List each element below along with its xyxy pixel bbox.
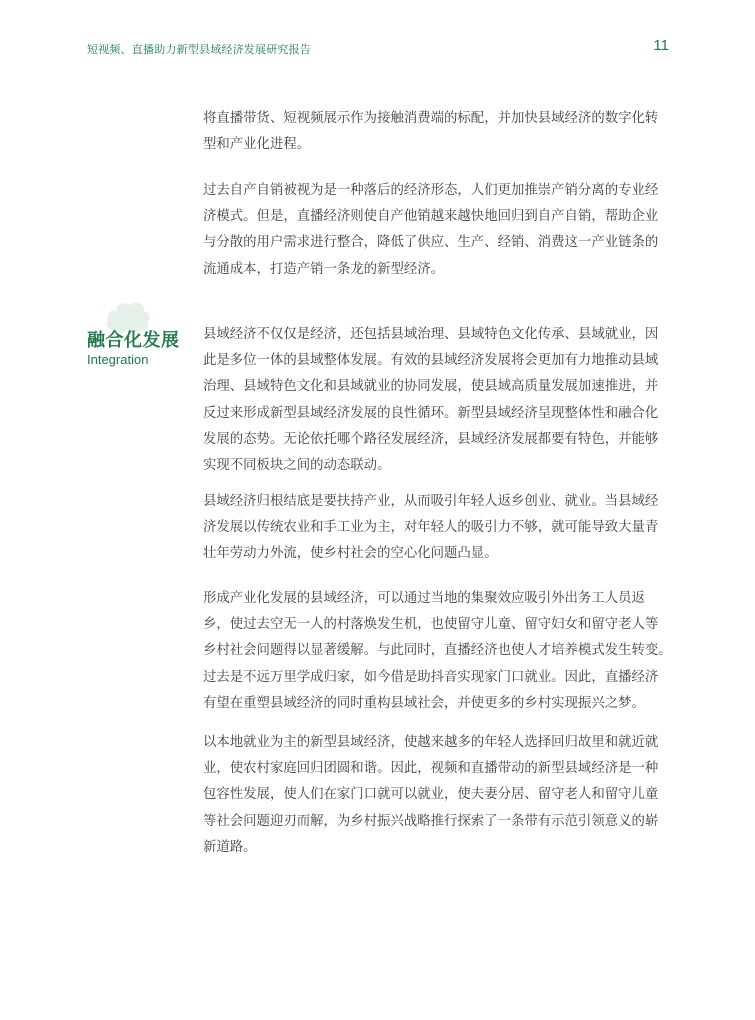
report-title: 短视频、直播助力新型县域经济发展研究报告 bbox=[87, 43, 311, 56]
section-paragraph-1: 县域经济不仅仅是经济，还包括县域治理、县域特色文化传承、县域就业，因 此是多位一体的县域整体发展。有效的县域经济发展将会更加有力地推动县域 治理、县域特色文化和县域就业的协同发展，使县域高质量发展加速推进，并 反过来形成新型县域经济发展的良性循环。新型县域经济呈现整体性和融合化 发展的态势。无论依托哪个路径发展经济，县域经济发展都要有特色，并能够 实现不同板块之间的动态联动。 bbox=[203, 327, 659, 474]
section-subtitle: Integration bbox=[87, 352, 149, 367]
intro-paragraph-1: 将直播带货、短视频展示作为接触消费端的标配，并加快县域经济的数字化转 型和产业化进程。 bbox=[203, 111, 659, 153]
section-title: 融合化发展 bbox=[87, 330, 180, 351]
section-heading bbox=[87, 300, 197, 380]
section-paragraph-2: 县域经济归根结底是要扶持产业，从而吸引年轻人返乡创业、就业。当县域经 济发展以传统农业和手工业为主，对年轻人的吸引力不够，就可能导致大量青 壮年劳动力外流，使乡村社会的空心化问题凸显。 bbox=[203, 494, 659, 562]
page-header bbox=[0, 0, 755, 70]
section-paragraph-4: 以本地就业为主的新型县域经济，使越来越多的年轻人选择回归故里和就近就 业，使农村家庭回归团圆和谐。因此，视频和直播带动的新型县域经济是一种 包容性发展，使人们在家门口就可以就业，使夫妻分居、留守老人和留守儿童 等社会问题迎刃而解，为乡村振兴战略推行探索了一条带有示范引领意义的崭 新道路。 bbox=[203, 735, 659, 855]
intro-paragraph-2: 过去自产自销被视为是一种落后的经济形态，人们更加推崇产销分离的专业经 济模式。但是，直播经济则使自产他销越来越快地回归到自产自销，帮助企业 与分散的用户需求进行整合，降低了供应、生产、经销、消费这一产业链条的 流通成本，打造产销一条龙的新型经济。 bbox=[203, 183, 659, 277]
section-paragraph-3: 形成产业化发展的县域经济，可以通过当地的集聚效应吸引外出务工人员返 乡，使过去空无一人的村落焕发生机，也使留守儿童、留守妇女和留守老人等 乡村社会问题得以显著缓解。与此同时，直播经济也使人才培养模式发生转变。 过去是不远万里学成归家，如今借是助抖音实现家门口就业。因此，直播经济 有望在重塑县域经济的同时重构县域社会，并使更多的乡村实现振兴之梦。 bbox=[203, 591, 672, 711]
page-number: 11 bbox=[653, 37, 669, 54]
